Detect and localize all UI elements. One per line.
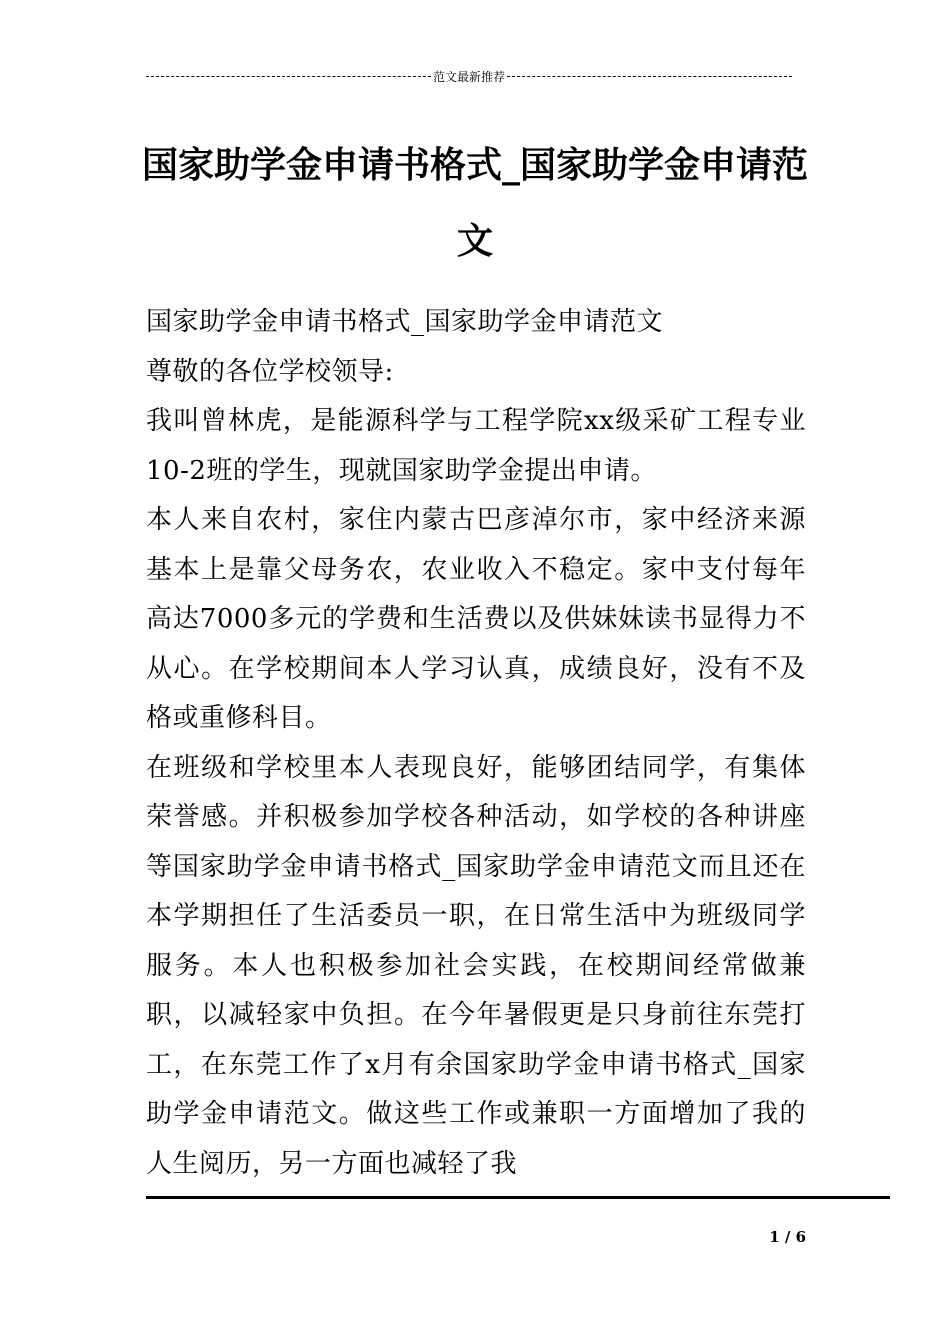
header-dash-right <box>507 76 792 77</box>
page-number: 1 / 6 <box>769 1228 806 1246</box>
document-title: 国家助学金申请书格式_国家助学金申请范文 <box>141 145 808 262</box>
document-body <box>146 298 806 1189</box>
paragraph: 在班级和学校里本人表现良好，能够团结同学，有集体荣誉感。并积极参加学校各种活动，如学校的各种讲座等国家助学金申请书格式_国家助学金申请范文而且还在本学期担任了生活委员一职，在日常生活中为班级同学服务。本人也积极参加社会实践，在校期间经常做兼职，以减轻家中负担。在今年暑假更是只身前往东莞打工，在东莞工作了x月有余国家助学金申请书格式_国家助学金申请范文。做这些工作或兼职一方面增加了我的人生阅历，另一方面也减轻了我 <box>146 752 806 1179</box>
paragraph: 我叫曾林虎，是能源科学与工程学院xx级采矿工程专业10-2班的学生，现就国家助学金提出申请。 <box>146 406 806 486</box>
paragraph: 尊敬的各位学校领导: <box>146 356 394 387</box>
paragraph: 本人来自农村，家住内蒙古巴彦淖尔市，家中经济来源基本上是靠父母务农，农业收入不稳定。家中支付每年高达7000多元的学费和生活费以及供妹妹读书显得力不从心。在学校期间本人学习认真，成绩良好，没有不及格或重修科目。 <box>146 505 806 733</box>
page-header <box>146 68 792 84</box>
header-label: 范文最新推荐 <box>433 69 506 84</box>
footer-rule <box>146 1196 890 1199</box>
header-dash-left <box>146 76 431 77</box>
paragraph: 国家助学金申请书格式_国家助学金申请范文 <box>146 307 664 337</box>
